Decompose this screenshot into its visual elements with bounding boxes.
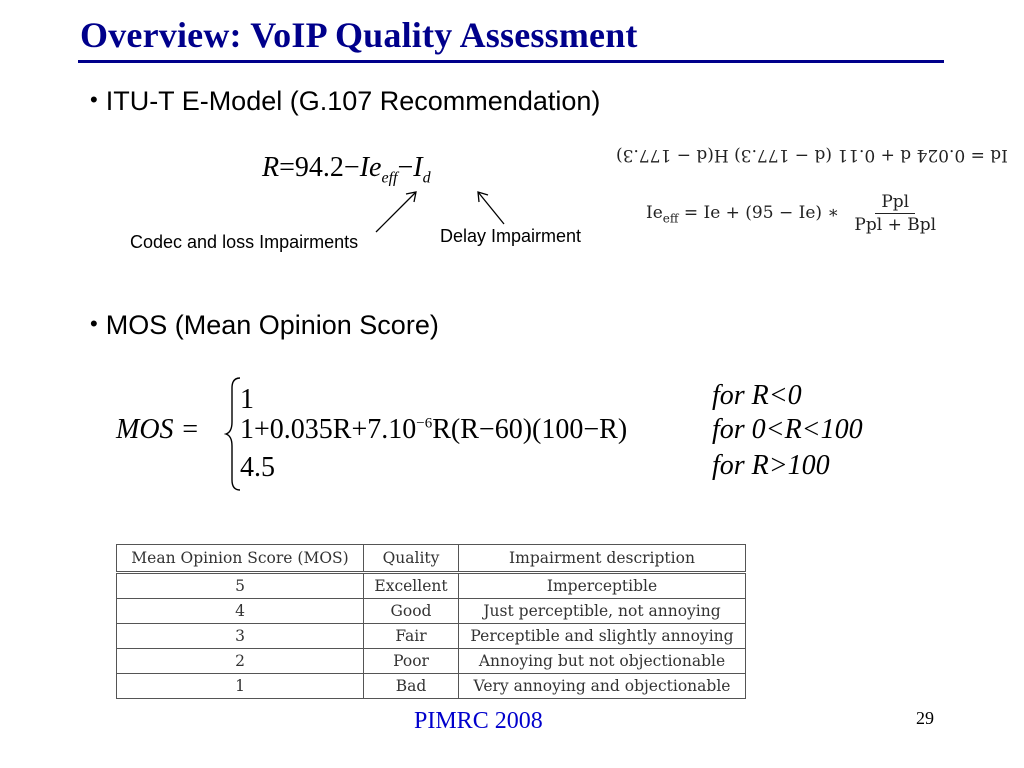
mos-case-2-expr-tail: R(R−60)(100−R) [432,414,628,445]
table-cell: 3 [117,624,364,649]
table-row [117,573,746,599]
mos-lhs [116,414,199,446]
table-cell: Annoying but not objectionable [459,649,746,674]
mos-case-1-cond: for R<0 [712,380,802,411]
footer-conference: PIMRC 2008 [414,708,543,734]
r-constant: 94.2 [294,152,344,183]
r-minus-1: − [343,152,360,183]
table-cell: Very annoying and objectionable [459,674,746,699]
bullet-mos [90,310,439,341]
slide-title: Overview: VoIP Quality Assessment [80,15,638,55]
table-cell: Just perceptible, not annoying [459,599,746,624]
ieff-rhs: = Ie + (95 − Ie) ∗ [683,203,839,223]
ieff-formula [646,192,942,235]
table-cell: Excellent [364,573,459,599]
mos-case-2-expr-main: 1+0.035R+7.10 [240,414,417,445]
mos-table [116,544,746,699]
id-symbol: I [413,152,423,183]
codec-impairments-label: Codec and loss Impairments [130,232,359,252]
table-row [117,649,746,674]
table-header-quality: Quality [364,545,459,573]
id-formula-image: Id = 0.024 d + 0.11 (d − 177.3) H(d − 177.3) [616,145,1008,165]
ieff-numerator: Ppl [875,192,915,214]
mos-case-3-cond: for R>100 [712,450,830,481]
table-header-impairment: Impairment description [459,545,746,573]
table-header-row [117,545,746,573]
mos-case-2-cond: for 0<R<100 [712,414,863,445]
mos-case-3-expr: 4.5 [240,452,275,483]
ie-symbol: Ie [359,152,382,183]
table-row [117,599,746,624]
codec-arrow-line [376,192,416,232]
table-cell: 2 [117,649,364,674]
title-underline [78,60,944,63]
table-cell: Good [364,599,459,624]
bullet-dot-icon: • [90,87,98,112]
bullet-mos-text: MOS (Mean Opinion Score) [105,310,439,340]
table-cell: Imperceptible [459,573,746,599]
table-cell: Bad [364,674,459,699]
r-eq-sign: = [279,152,295,183]
ieff-lhs: Ie [646,203,663,223]
r-symbol: R [262,152,280,183]
r-minus-2: − [397,152,414,183]
mos-case-2-expr [240,414,627,446]
mos-case-2-exponent: −6 [416,415,433,432]
table-cell: Perceptible and slightly annoying [459,624,746,649]
table-header-mos: Mean Opinion Score (MOS) [117,545,364,573]
id-subscript: d [422,169,431,187]
table-cell: 5 [117,573,364,599]
delay-arrow-line [478,192,504,224]
table-cell: Fair [364,624,459,649]
ieff-denominator: Ppl + Bpl [854,215,937,235]
table-cell: Poor [364,649,459,674]
table-cell: 4 [117,599,364,624]
ieff-fraction [848,192,942,235]
ieff-lhs-sub: eff [662,211,679,226]
bullet-dot-icon: • [90,311,98,336]
bullet-emodel-text: ITU-T E-Model (G.107 Recommendation) [105,86,601,116]
mos-case-1-expr: 1 [240,384,254,415]
bullet-emodel [90,86,600,117]
ie-subscript: eff [381,169,398,187]
table-cell: 1 [117,674,364,699]
table-row [117,674,746,699]
delay-impairment-label: Delay Impairment [440,226,582,246]
table-row [117,624,746,649]
mos-lhs-text: MOS = [116,414,200,445]
page-number: 29 [916,708,934,728]
